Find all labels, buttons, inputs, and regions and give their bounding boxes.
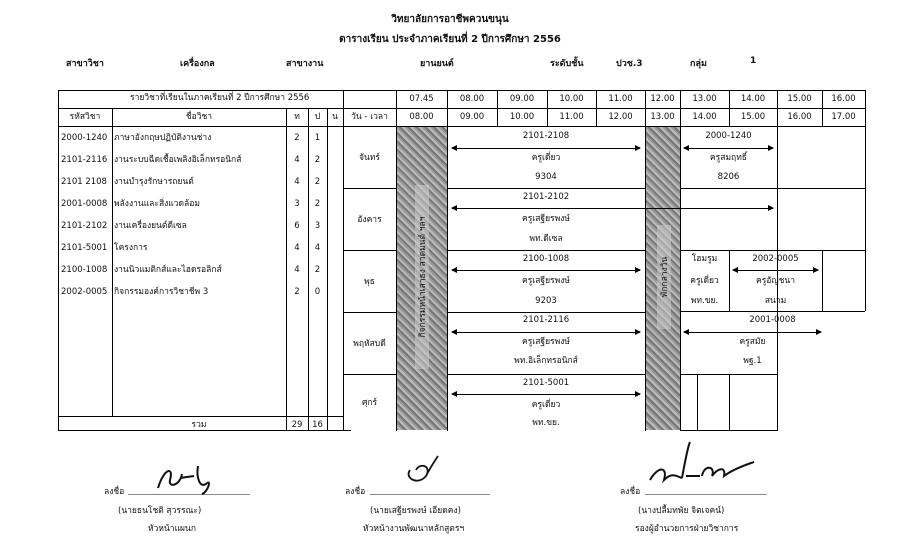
- time-start: 15.00: [787, 94, 812, 104]
- class-code: 2000-1240: [705, 131, 752, 141]
- signer-name: (นางปลื้มทพัย จิตเจคน์): [638, 506, 725, 516]
- time-end: 17.00: [831, 112, 856, 122]
- total-t: 29: [291, 420, 303, 430]
- subject-code: 2101-5001: [61, 243, 108, 253]
- time-end: 16.00: [787, 112, 812, 122]
- total-label: รวม: [191, 420, 207, 430]
- subject-name: โครงการ: [114, 243, 148, 253]
- col-header-p: ป: [314, 112, 321, 122]
- subject-t: 6: [294, 221, 300, 231]
- col-header-day: วัน - เวลา: [351, 112, 388, 122]
- signer-name: (นายเสฐียรพงษ์ เอียดคง): [370, 506, 461, 516]
- class-teacher: ครูเดี่ยว: [531, 400, 561, 410]
- level-value: ปวช.3: [616, 59, 643, 69]
- subject-t: 4: [294, 265, 300, 275]
- span-arrow: [452, 270, 640, 271]
- subject-code: 2101 2108: [61, 177, 107, 187]
- day-thursday: พฤหัสบดี: [353, 339, 386, 349]
- class-teacher: ครูเดี่ยว: [690, 276, 719, 286]
- time-start: 07.45: [409, 94, 434, 104]
- lunch-text: พักกลางวัน: [657, 225, 671, 329]
- span-arrow: [452, 148, 640, 149]
- class-room: 9203: [535, 296, 557, 306]
- time-end: 14.00: [692, 112, 717, 122]
- work-value: ยานยนต์: [420, 59, 454, 69]
- subject-name: งานระบบฉีดเชื้อเพลิงอิเล็กทรอนิกส์: [114, 155, 242, 165]
- subject-t: 4: [294, 243, 300, 253]
- page-title: ตารางเรียน ประจำภาคเรียนที่ 2 ปีการศึกษา 2556: [339, 34, 561, 45]
- subject-name: กิจกรรมองค์การวิชาชีพ 3: [114, 287, 209, 297]
- subject-p: 0: [314, 287, 321, 297]
- class-room: 8206: [717, 172, 740, 182]
- span-arrow: [733, 270, 818, 271]
- subject-code: 2100-1008: [61, 265, 108, 275]
- subject-code: 2000-1240: [61, 133, 108, 143]
- semester-caption: รายวิชาที่เรียนในภาคเรียนที่ 2 ปีการศึกษา 2556: [130, 93, 310, 103]
- class-code: 2101-5001: [522, 378, 570, 388]
- signature-mark: [642, 436, 762, 492]
- day-monday: จันทร์: [359, 153, 380, 163]
- time-start: 10.00: [559, 94, 584, 104]
- class-teacher: ครูเดี่ยว: [531, 153, 561, 163]
- signer-name: (นายธนโชติ สุวรรณะ): [118, 506, 202, 516]
- class-room: 9304: [535, 172, 557, 182]
- subject-p: 3: [314, 221, 321, 231]
- col-header-n: น: [332, 112, 338, 122]
- group-label: กลุ่ม: [690, 59, 707, 69]
- class-teacher: ครูอัญชนา: [756, 276, 795, 286]
- span-arrow: [684, 332, 821, 333]
- dept-label: สาขาวิชา: [66, 59, 104, 69]
- span-arrow: [452, 394, 640, 395]
- class-room: พท.ดีเซล: [529, 234, 563, 244]
- subject-name: งานบำรุงรักษารถยนต์: [114, 177, 194, 187]
- signature-mark: [150, 458, 230, 496]
- class-room: พฐ.1: [743, 356, 762, 366]
- subject-p: 2: [314, 265, 321, 275]
- level-label: ระดับชั้น: [550, 59, 584, 69]
- college-name: วิทยาลัยการอาชีพควนขนุน: [391, 14, 509, 25]
- class-teacher: ครูเสฐียรพงษ์: [522, 337, 570, 347]
- subject-p: 2: [314, 199, 321, 209]
- subject-code: 2101-2116: [61, 155, 108, 165]
- class-teacher: ครูเสฐียรพงษ์: [522, 276, 570, 286]
- class-room: พท.ขย.: [690, 296, 719, 306]
- time-start: 09.00: [509, 94, 535, 104]
- class-code: 2001-0008: [749, 315, 796, 325]
- subject-code: 2001-0008: [61, 199, 108, 209]
- class-teacher: ครูสมฤทธิ์: [710, 153, 747, 163]
- subject-t: 3: [294, 199, 300, 209]
- flag-activity-text: กิจกรรมหน้าเสาธง สวดมนต์ ฯลฯ: [415, 185, 429, 369]
- class-code: 2101-2108: [522, 131, 570, 141]
- subject-code: 2101-2102: [61, 221, 108, 231]
- subject-name: งานเครื่องยนต์ดีเซล: [114, 221, 187, 231]
- class-code: 2101-2102: [522, 192, 570, 202]
- col-header-code: รหัสวิชา: [69, 112, 101, 122]
- time-end: 13.00: [650, 112, 675, 122]
- time-start: 13.00: [692, 94, 717, 104]
- subject-p: 2: [314, 177, 321, 187]
- class-teacher: ครูเสฐียรพงษ์: [522, 214, 570, 224]
- col-header-t: ท: [294, 112, 300, 122]
- class-room: สนาม: [764, 296, 787, 306]
- time-end: 09.00: [459, 112, 485, 122]
- class-code: 2002-0005: [752, 254, 799, 264]
- class-code: 2100-1008: [522, 254, 570, 264]
- time-start: 11.00: [608, 94, 633, 104]
- class-code: โฮมรูม: [691, 254, 718, 264]
- class-code: 2101-2116: [522, 315, 570, 325]
- subject-t: 2: [294, 133, 300, 143]
- subject-p: 1: [314, 133, 321, 143]
- time-start: 14.00: [740, 94, 766, 104]
- sign-label: ลงชื่อ: [345, 487, 366, 497]
- time-end: 11.00: [559, 112, 584, 122]
- time-end: 15.00: [740, 112, 766, 122]
- subject-t: 4: [294, 177, 300, 187]
- class-room: พท.อิเล็กทรอนิกส์: [514, 356, 578, 366]
- sign-label: ลงชื่อ: [620, 487, 641, 497]
- total-p: 16: [312, 420, 323, 430]
- time-start: 12.00: [650, 94, 675, 104]
- span-arrow: [452, 208, 773, 209]
- time-end: 08.00: [409, 112, 434, 122]
- dept-value: เครื่องกล: [180, 59, 215, 69]
- day-wednesday: พุธ: [364, 277, 375, 287]
- subject-name: ภาษาอังกฤษปฏิบัติงานช่าง: [114, 133, 212, 143]
- span-arrow: [452, 332, 640, 333]
- time-start: 08.00: [459, 94, 485, 104]
- group-value: 1: [750, 56, 757, 66]
- class-teacher: ครูสมัย: [739, 337, 766, 347]
- time-end: 12.00: [608, 112, 633, 122]
- subject-t: 2: [294, 287, 300, 297]
- subject-name: งานนิวแมติกส์และไฮดรอลิกส์: [114, 265, 222, 275]
- signature-mark: [400, 452, 450, 492]
- signer-role: หัวหน้างานพัฒนาหลักสูตรฯ: [363, 524, 465, 534]
- span-arrow: [684, 148, 773, 149]
- day-friday: ศุกร์: [361, 398, 378, 408]
- col-header-name: ชื่อวิชา: [185, 112, 213, 122]
- subject-t: 4: [294, 155, 300, 165]
- signer-role: รองผู้อำนวยการฝ่ายวิชาการ: [635, 524, 739, 534]
- subject-code: 2002-0005: [61, 287, 108, 297]
- day-tuesday: อังคาร: [357, 215, 382, 225]
- signer-role: หัวหน้าแผนก: [148, 524, 196, 534]
- subject-name: พลังงานและสิ่งแวดล้อม: [114, 199, 200, 209]
- time-end: 10.00: [509, 112, 535, 122]
- class-room: พท.ขย.: [532, 418, 560, 428]
- time-start: 16.00: [831, 94, 856, 104]
- sign-label: ลงชื่อ: [104, 487, 125, 497]
- subject-p: 2: [314, 155, 321, 165]
- subject-p: 4: [314, 243, 321, 253]
- work-label: สาขางาน: [286, 59, 324, 69]
